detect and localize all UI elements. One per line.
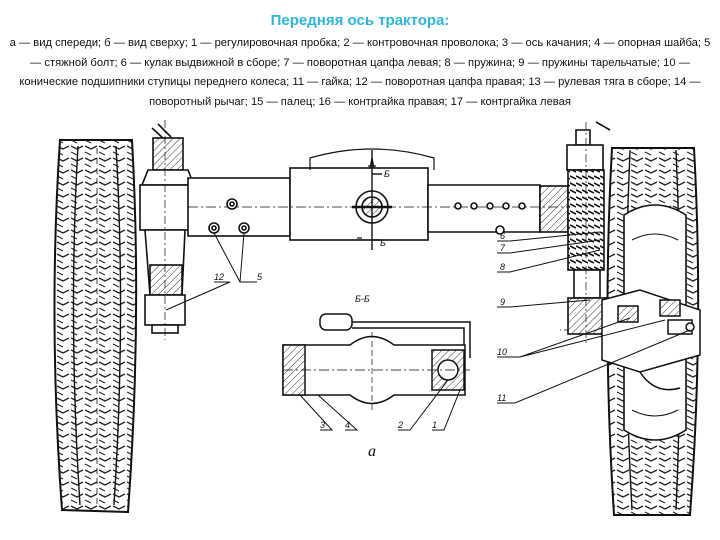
callout-10: 10 (497, 347, 508, 357)
callout-4: 4 (345, 420, 351, 430)
left-kingpin-assembly (140, 120, 194, 340)
callout-2: 2 (398, 420, 404, 430)
callout-3: 3 (320, 420, 326, 430)
callout-6: 6 (500, 231, 506, 241)
callout-1: 1 (432, 420, 438, 430)
callout-9: 9 (500, 297, 506, 307)
callout-8: 8 (500, 262, 506, 272)
callout-7: 7 (500, 243, 506, 253)
callout-12: 12 (214, 272, 225, 282)
callout-11: 11 (497, 393, 507, 403)
section-mark-bottom: Б (380, 238, 386, 248)
callout-5: 5 (257, 272, 263, 282)
view-label: а (368, 443, 376, 460)
left-wheel (54, 140, 136, 512)
section-label: Б-Б (355, 294, 370, 304)
slide-title: Передняя ось трактора: (270, 12, 450, 29)
axle-beam (188, 168, 570, 240)
section-detail (283, 314, 470, 410)
section-mark-top: Б (384, 169, 390, 179)
slide-caption: а — вид спереди; б — вид сверху; 1 — регулировочная пробка; 2 — контровочная проволока; 3 — ось качания; 4 — опорная шайба; 5 — стяжной болт; 6 — кулак выдвижной в сборе; 7 — поворотная цапфа левая; 8 — пружина; 9 — пружины тарельчатые; 10 — конические подшипники ступицы переднего колеса; 11 — гайка; 12 — поворотная цапфа правая; 13 — рулевая тяга в сборе; 14 — поворотный рычаг; 15 — палец; 16 — контргайка правая; 17 — контргайка левая (9, 37, 711, 108)
